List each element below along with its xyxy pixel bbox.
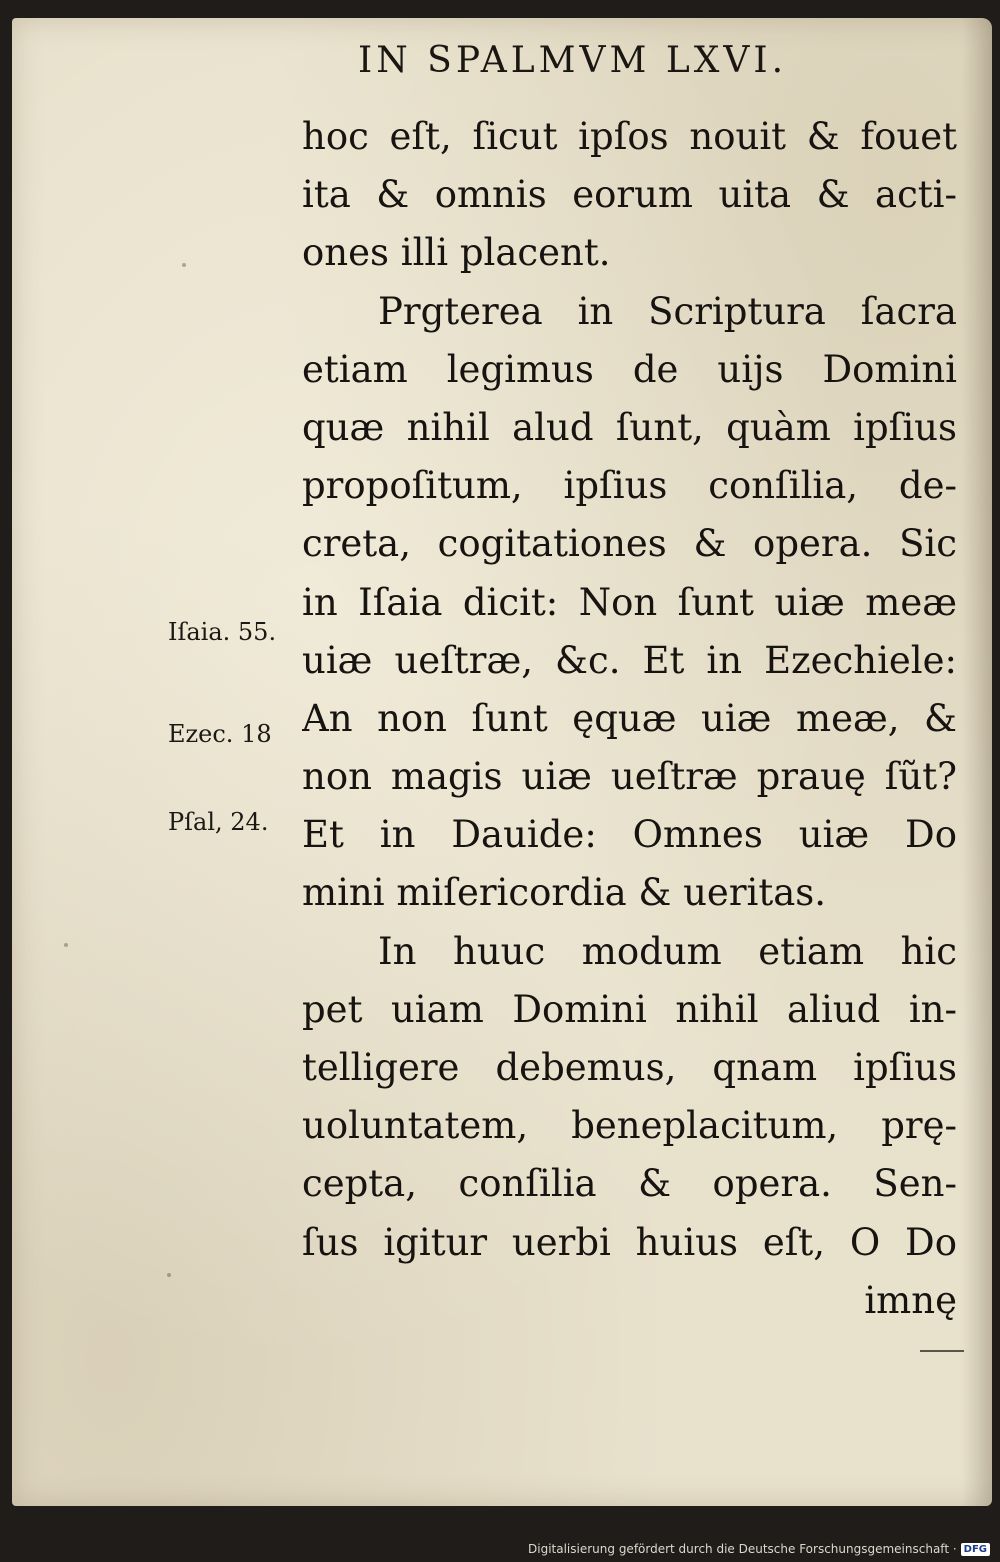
running-head: IN SPALMVM LXVI.	[358, 40, 788, 81]
text-line: In huuc modum etiam hic	[378, 929, 957, 973]
text-line: hoc eſt, ſicut ipſos nouit & fouet	[302, 115, 957, 158]
text-line: etiam legimus de uijs Domini	[302, 347, 957, 391]
text-line: telligere debemus, qnam ipſius	[302, 1046, 957, 1089]
paper-speck	[167, 1273, 171, 1277]
margin-note-ezec: Ezec. 18	[168, 720, 272, 748]
text-line: cepta, conſilia & opera. Sen-	[302, 1162, 957, 1206]
text-line: uiæ ueſtræ, &c. Et in Ezechiele:	[302, 638, 957, 682]
body-text	[302, 108, 957, 1330]
text-line: mini miſericordia & ueritas.	[302, 871, 827, 915]
digitization-credit	[528, 1542, 990, 1556]
text-line: quæ nihil alud ſunt, quàm ipſius	[302, 405, 957, 449]
text-line: ita & omnis eorum uita & acti-	[302, 173, 957, 217]
text-line: pet uiam Domini nihil aliud in-	[302, 987, 957, 1031]
credit-text: Digitalisierung gefördert durch die Deutsche Forschungsgemeinschaft ·	[528, 1542, 957, 1556]
paper-speck	[182, 263, 186, 267]
margin-note-psal: Pſal, 24.	[168, 808, 269, 836]
paper-speck	[64, 943, 68, 947]
page-edge-shadow	[962, 18, 992, 1506]
text-line: propoſitum, ipſius conſilia, de-	[302, 464, 957, 508]
text-line: ſus igitur uerbi huius eſt, O Do	[302, 1220, 957, 1264]
text-line: non magis uiæ ueſtræ prauę ſũt?	[302, 755, 957, 799]
text-line: in Iſaia dicit: Non ſunt uiæ meæ	[302, 580, 957, 624]
margin-note-isaia: Iſaia. 55.	[168, 618, 277, 646]
text-line: Prgterea in Scriptura ſacra	[378, 289, 957, 333]
catchword-rule	[920, 1350, 964, 1352]
text-line: Et in Dauide: Omnes uiæ Do	[302, 813, 957, 857]
catchword: imnę	[864, 1278, 957, 1322]
text-line: creta, cogitationes & opera. Sic	[302, 522, 957, 566]
text-line: ones illi placent.	[302, 231, 611, 275]
text-line: An non ſunt ęquæ uiæ meæ, &	[302, 696, 957, 740]
text-line: uoluntatem, beneplacitum, prę-	[302, 1104, 957, 1148]
dfg-logo: DFG	[961, 1543, 990, 1556]
